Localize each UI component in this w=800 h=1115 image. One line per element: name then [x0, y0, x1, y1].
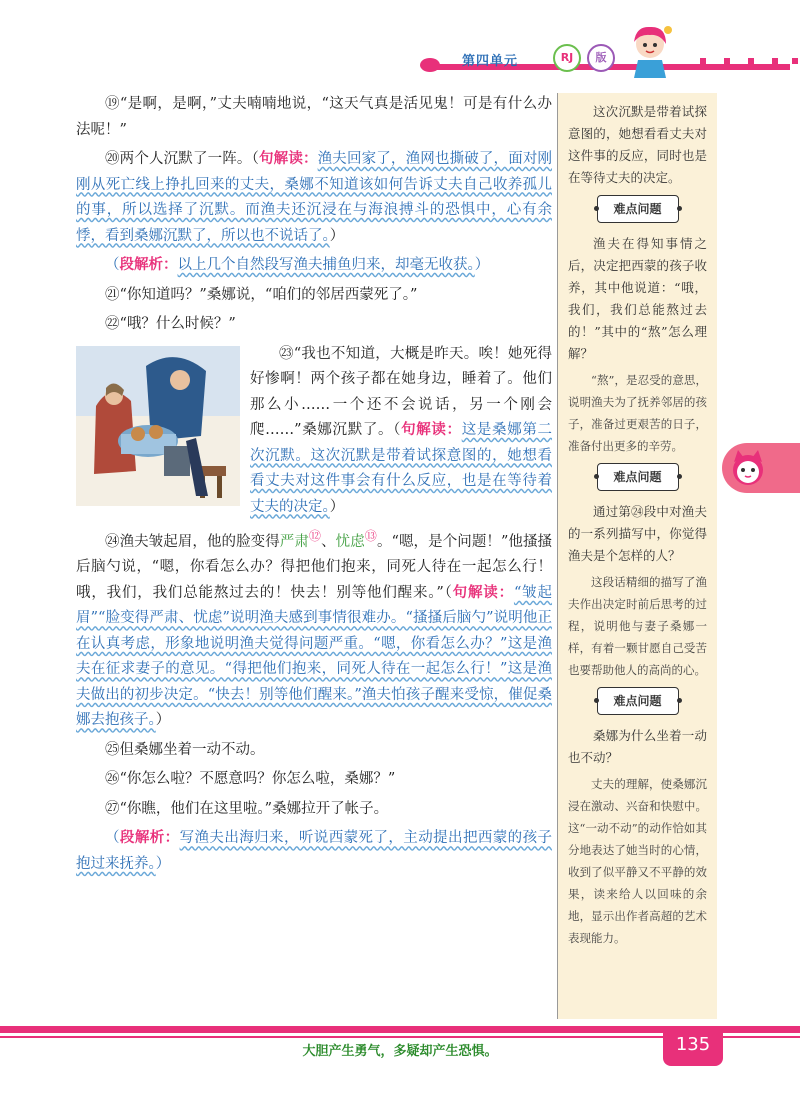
story-illustration	[76, 346, 240, 506]
vocab-ref-13: ⑬	[364, 529, 377, 543]
sentence-note-label: 句解读：	[259, 151, 318, 167]
side-intro: 这次沉默是带着试探意图的，她想看看丈夫对这件事的反应，同时也是在等待丈夫的决定。	[568, 104, 707, 185]
footer-motto: 大胆产生勇气，多疑却产生恐惧。	[302, 1044, 498, 1059]
question-2: 通过第㉔段中对渔夫的一系列描写中，你觉得渔夫是个怎样的人？	[568, 504, 707, 563]
paragraph-text: ㉓“我也不知道，大概是昨天。唉！她死得好惨啊！两个孩子都在她身边，睡着了。他们那么小……一个还不会说话，另一个刚会爬……”桑娜沉默了。（	[250, 345, 552, 438]
unit-title: 第四单元	[462, 54, 519, 69]
page-number: 135	[675, 1034, 711, 1055]
side-notes	[557, 93, 717, 1019]
section-analysis-text: 写渔夫出海归来，听说西蒙死了，主动提出把西蒙的孩子抱过来抚养。	[76, 830, 553, 872]
paragraph-text: 。“嗯，是个问题！”他搔搔后脑勺说，“嗯，你看怎么办？得把他们抱来，同死人待在一起怎么行！哦，我们，我们总能熬过去的！快去！别等他们醒来。”（	[76, 533, 553, 601]
answer-2: 这段话精细的描写了渔夫作出决定时前后思考的过程，说明他与妻子桑娜一样，有着一颗甘愿自己受苦也要帮助他人的高尚的心。	[568, 575, 707, 677]
paragraph-21: ㉑“你知道吗？”桑娜说，“咱们的邻居西蒙死了。”	[105, 286, 418, 303]
section-analysis-1	[76, 253, 552, 279]
cat-mascot-icon	[728, 448, 768, 488]
paragraph-text: ㉔渔夫皱起眉，他的脸变得	[105, 533, 280, 550]
paragraph-20	[76, 147, 552, 249]
page-header	[0, 0, 800, 95]
paren-open: （	[105, 257, 120, 273]
paragraph-26: ㉖“你怎么啦？不愿意吗？你怎么啦，桑娜？”	[105, 771, 396, 788]
vocab-word-worried: 忧虑	[335, 533, 365, 550]
answer-1: “熬”，是忍受的意思，说明渔夫为了抚养邻居的孩子，准备过更艰苦的日子，准备付出更多的辛劳。	[568, 373, 707, 453]
paragraph-27: ㉗“你瞧，他们在这里啦。”桑娜拉开了帐子。	[105, 800, 389, 817]
question-1: 渔夫在得知事情之后，决定把西蒙的孩子收养，其中他说道：“哦，我们，我们总能熬过去的！”其中的“熬”怎么理解？	[568, 236, 707, 361]
paragraph-19: ⑲“是啊，是啊，”丈夫喃喃地说，“这天气真是活见鬼！可是有什么办法呢！”	[76, 96, 552, 138]
illustration-fishermen-family	[76, 346, 240, 506]
paren-close: ）	[329, 498, 345, 515]
vocab-word-serious: 严肃	[279, 533, 309, 550]
question-3: 桑娜为什么坐着一动也不动？	[568, 728, 707, 765]
paren-close: ）	[155, 712, 171, 729]
section-analysis-label: 段解析：	[119, 830, 180, 847]
section-analysis-2	[76, 826, 552, 877]
sentence-note-label: 句解读：	[401, 422, 462, 438]
sentence-note: “皱起眉”“脸变得严肃、忧虑”说明渔夫感到事情很难办。“搔搔后脑勺”说明他正在认真考虑，形象地说明渔夫觉得问题严重。“嗯，你看怎么办？”这是渔夫在征求妻子的意见。“得把他们抱来，同死人待在一起怎么行！”这是渔夫做出的初步决定。“快去！别等他们醒来。”渔夫怕孩子醒来受惊，催促桑娜去抱孩子。	[76, 584, 553, 729]
paragraph-22: ㉒“哦？什么时候？”	[105, 316, 236, 332]
sentence-note-label: 句解读：	[452, 584, 514, 601]
answer-3: 丈夫的理解，使桑娜沉浸在激动、兴奋和快慰中。这“一动不动”的动作恰如其分地表达了她当时的心情，收到了似平静又不平静的效果，读来给人以回味的余地，显示出作者高超的艺术表现能力。	[568, 777, 707, 945]
difficult-question-tag: 难点问题	[597, 195, 679, 223]
rj-badge: RJ	[553, 44, 581, 72]
paragraph-24	[76, 524, 552, 734]
edition-badge: 版	[587, 44, 615, 72]
difficult-question-tag: 难点问题	[597, 687, 679, 715]
checker-decoration	[700, 58, 800, 78]
paragraph-text: ⑳两个人沉默了一阵。（	[105, 151, 259, 167]
main-text	[76, 92, 552, 881]
sentence-note: 这是桑娜第二次沉默。这次沉默是带着试探意图的，她想看看丈夫对这件事会有什么反应，也是在等待着丈夫的决定。	[250, 422, 553, 515]
paren-open: （	[105, 830, 120, 847]
paragraph-25: ㉕但桑娜坐着一动不动。	[105, 741, 265, 758]
paren-close: ）	[329, 227, 345, 244]
difficult-question-tag: 难点问题	[597, 463, 679, 491]
paren-close: ）	[155, 855, 171, 872]
paren-close: ）	[474, 257, 490, 273]
section-analysis-text: 以上几个自然段写渔夫捕鱼归来，却毫无收获。	[177, 257, 475, 273]
girl-mascot-icon	[620, 20, 680, 80]
sentence-note: 渔夫回家了，渔网也撕破了，面对刚刚从死亡线上挣扎回来的丈夫，桑娜不知道该如何告诉丈夫自己收养孤儿的事，所以选择了沉默。而渔夫还沉浸在与海浪搏斗的恐惧中，心有余悸，看到桑娜沉默了，所以也不说话了。	[76, 151, 553, 244]
vocab-ref-12: ⑫	[308, 529, 322, 543]
separator: 、	[321, 533, 336, 550]
section-analysis-label: 段解析：	[119, 257, 178, 273]
